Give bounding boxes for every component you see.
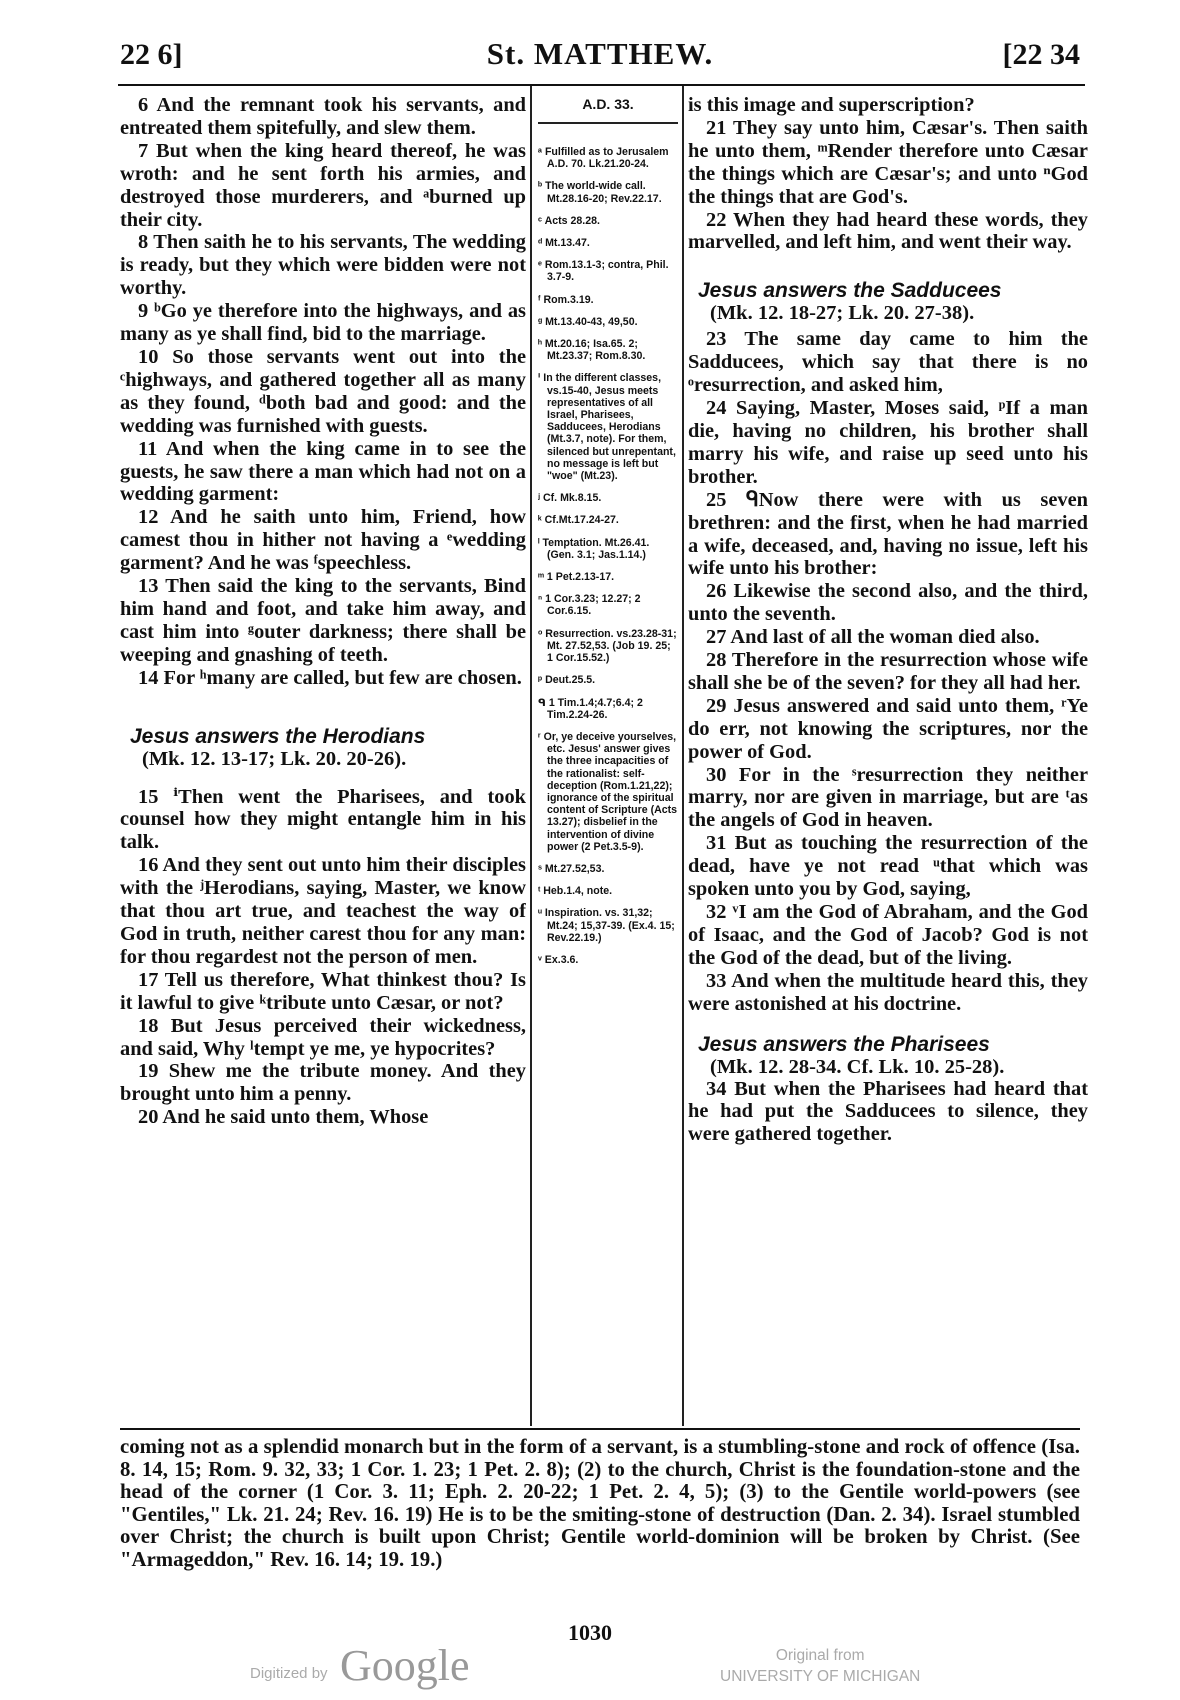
verse: 30 For in the ˢresurrection they neither marry, nor are given in marriage, but are ᵗas the angels of God in heaven.	[688, 763, 1088, 832]
verse: 7 But when the king heard thereof, he was wroth: and he sent forth his armies, and destroyed those murderers, and ᵃburned up their city.	[120, 139, 526, 231]
verse: 24 Saying, Master, Moses said, ᵖIf a man die, having no children, his brother shall marry his wife, and raise up seed unto his brother.	[688, 397, 1088, 488]
verse: 19 Shew me the tribute money. And they brought unto him a penny.	[120, 1060, 526, 1106]
original-source	[720, 1645, 920, 1687]
verse: 32 ᵛI am the God of Abraham, and the God of Isaac, and the God of Jacob? God is not the God of the dead, but of the living.	[688, 901, 1088, 969]
section-heading-ref: (Mk. 12. 28-34. Cf. Lk. 10. 25-28).	[710, 1055, 1005, 1078]
marginal-note: ʰ Mt.20.16; Isa.65. 2; Mt.23.37; Rom.8.30.	[538, 338, 646, 363]
header-left-ref: 22 6]	[120, 38, 183, 71]
verse: 17 Tell us therefore, What thinkest thou? Is it lawful to give ᵏtribute unto Cæsar, or not?	[120, 968, 526, 1014]
university-label: UNIVERSITY OF MICHIGAN	[720, 1668, 921, 1685]
verse: 16 And they sent out unto him their disciples with the ʲHerodians, saying, Master, we know that thou art true, and teachest the way of God in truth, neither carest thou for any man: for thou regardest not the person of men.	[120, 854, 526, 968]
marginal-note: ˢ Mt.27.52,53.	[538, 862, 605, 875]
verse: 23 The same day came to him the Sadducees, which say that there is no ᵒresurrection, and asked him,	[688, 328, 1088, 397]
section-heading-title: Jesus answers the Sadducees	[698, 279, 1002, 303]
marginal-note: ʳ Or, ye deceive yourselves, etc. Jesus' answer gives the three incapacities of the rationalist: self-deception (Rom.1.21,22); ignorance of the spiritual content of Scripture (Acts 13.27); disbelief in the intervention of divine power (2 Pet.3.5-9).	[538, 730, 678, 853]
marginal-note: ᵖ Deut.25.5.	[538, 674, 596, 687]
verse: is this image and superscription?	[688, 94, 975, 116]
section-heading-pharisees	[688, 1034, 1088, 1078]
column-divider-left	[530, 86, 532, 1426]
verse: 22 When they had heard these words, they marvelled, and left him, and went their way.	[688, 208, 1088, 254]
verse: 34 But when the Pharisees had heard that he had put the Sadducees to silence, they were gathered together.	[688, 1077, 1088, 1146]
verse: 18 But Jesus perceived their wickedness, and said, Why ˡtempt ye me, ye hypocrites?	[120, 1014, 526, 1060]
footnote-rule	[120, 1428, 1080, 1430]
verse: 28 Therefore in the resurrection whose wife shall she be of the seven? for they all had her.	[688, 649, 1088, 694]
marginal-note: ᶜ Acts 28.28.	[538, 214, 600, 227]
marginal-note: ᵈ Mt.13.47.	[538, 237, 590, 250]
verse: 13 Then said the king to the servants, Bind him hand and foot, and take him away, and cast him into ᵍouter darkness; there shall be weeping and gnashing of teeth.	[120, 575, 526, 666]
running-header	[120, 36, 1080, 76]
marginal-note: ᵛ Ex.3.6.	[538, 953, 579, 966]
marginal-note: ᵒ Resurrection. vs.23.28-31; Mt. 27.52,53. (Job 19. 25; 1 Cor.15.52.)	[538, 627, 677, 665]
verse: 15 ⁱThen went the Pharisees, and took counsel how they might entangle him in his talk.	[120, 785, 526, 854]
verse: 25 ᑫNow there were with us seven brethren: and the first, when he had married a wife, deceased, and, having no issue, left his wife unto his brother:	[688, 488, 1088, 580]
verse: 8 Then saith he to his servants, The wedding is ready, but they which were bidden were not worthy.	[120, 231, 526, 300]
column-divider-right	[682, 86, 684, 1426]
marginal-note: ⁱ In the different classes, vs.15-40, Jesus meets representatives of all Israel, Pharisees, Sadducees, Herodians (Mt.3.7, note). For them, silenced but unrepentant, no message is left but "woe" (Mt.23).	[538, 372, 676, 483]
header-rule	[118, 84, 1085, 86]
left-text-column	[120, 94, 526, 1129]
verse: 6 And the remnant took his servants, and entreated them spitefully, and slew them.	[120, 94, 526, 139]
marginal-note: ᵘ Inspiration. vs. 31,32; Mt.24; 15,37-39. (Ex.4. 15; Rev.22.19.)	[538, 907, 675, 944]
marginal-note: ᵇ The world-wide call. Mt.28.16-20; Rev.22.17.	[538, 180, 662, 205]
marginal-note: ᶠ Rom.3.19.	[538, 293, 594, 306]
verse: 11 And when the king came in to see the guests, he saw there a man which had not on a wedding garment:	[120, 437, 526, 506]
section-heading-sadducees	[688, 280, 1088, 324]
digitized-by-label: Digitized by	[250, 1665, 328, 1682]
header-right-ref: [22 34	[1002, 38, 1080, 71]
right-text-column	[688, 94, 1088, 1146]
date-rule	[538, 122, 678, 124]
verse: 29 Jesus answered and said unto them, ʳYe do err, not knowing the scriptures, nor the power of God.	[688, 694, 1088, 763]
verse: 14 For ʰmany are called, but few are chosen.	[138, 666, 522, 689]
marginal-note: ˡ Temptation. Mt.26.41. (Gen. 3.1; Jas.1.14.)	[538, 536, 650, 561]
page-number: 1030	[568, 1620, 612, 1645]
original-from-label: Original from	[775, 1647, 865, 1664]
marginal-note: ᵍ Mt.13.40-43, 49,50.	[538, 315, 638, 328]
marginal-note: ᵐ 1 Pet.2.13-17.	[538, 571, 615, 584]
footnote-text: coming not as a splendid monarch but in the form of a servant, is a stumbling-stone and rock of offence (Isa. 8. 14, 15; Rom. 9. 32, 33; 1 Cor. 1. 23; 1 Pet. 2. 8); (2) to the church, Christ is the foundation-stone and the head of the corner (1 Cor. 3. 11; Eph. 2. 20-22; 1 Pet. 2. 4, 5); (3) to the Gentile world-powers (see "Gentiles," Lk. 21. 24; Rev. 16. 19) He is to be the smiting-stone of destruction (Dan. 2. 34). Israel stumbled over Christ; the church is built upon Christ; Gentile world-dominion will be broken by Christ. (See "Armageddon," Rev. 16. 14; 19. 19.)	[120, 1435, 1080, 1571]
date-heading: A.D. 33.	[582, 96, 634, 112]
verse: 12 And he saith unto him, Friend, how camest thou in hither not having a ᵉwedding garment? And he was ᶠspeechless.	[120, 506, 526, 575]
verse: 33 And when the multitude heard this, they were astonished at his doctrine.	[688, 969, 1088, 1015]
verse: 20 And he said unto them, Whose	[138, 1106, 429, 1129]
section-heading-title: Jesus answers the Pharisees	[698, 1032, 990, 1056]
verse: 10 So those servants went out into the ᶜhighways, and gathered together all as many as they found, ᵈboth bad and good: and the wedding was furnished with guests.	[120, 345, 526, 437]
verse: 31 But as touching the resurrection of the dead, have ye not read ᵘthat which was spoken unto you by God, saying,	[688, 832, 1088, 901]
marginal-note: ⁿ 1 Cor.3.23; 12.27; 2 Cor.6.15.	[538, 593, 641, 618]
section-heading-ref: (Mk. 12. 13-17; Lk. 20. 20-26).	[142, 747, 407, 770]
marginal-note: ᵃ Fulfilled as to Jerusalem A.D. 70. Lk.21.20-24.	[538, 146, 669, 171]
section-heading-herodians	[120, 726, 526, 770]
verse: 26 Likewise the second also, and the third, unto the seventh.	[688, 580, 1088, 626]
marginal-notes-column	[538, 94, 678, 976]
verse: 27 And last of all the woman died also.	[706, 626, 1040, 649]
marginal-note: ᵉ Rom.13.1-3; contra, Phil. 3.7-9.	[538, 259, 669, 284]
marginal-note: ᵗ Heb.1.4, note.	[538, 885, 613, 898]
section-heading-ref: (Mk. 12. 18-27; Lk. 20. 27-38).	[710, 302, 975, 325]
notes-list	[538, 146, 678, 966]
marginal-note: ᵏ Cf.Mt.17.24-27.	[538, 514, 619, 527]
verse: 9 ᵇGo ye therefore into the highways, and as many as ye shall find, bid to the marriage.	[120, 300, 526, 346]
section-heading-title: Jesus answers the Herodians	[130, 724, 426, 748]
marginal-note: ᑫ 1 Tim.1.4;4.7;6.4; 2 Tim.2.24-26.	[538, 696, 643, 721]
google-logo: Google	[340, 1641, 470, 1690]
marginal-note: ʲ Cf. Mk.8.15.	[538, 492, 602, 505]
verse: 21 They say unto him, Cæsar's. Then saith he unto them, ᵐRender therefore unto Cæsar the things which are Cæsar's; and unto ⁿGod the things that are God's.	[688, 116, 1088, 208]
header-book-title: St. MATTHEW.	[486, 36, 714, 71]
